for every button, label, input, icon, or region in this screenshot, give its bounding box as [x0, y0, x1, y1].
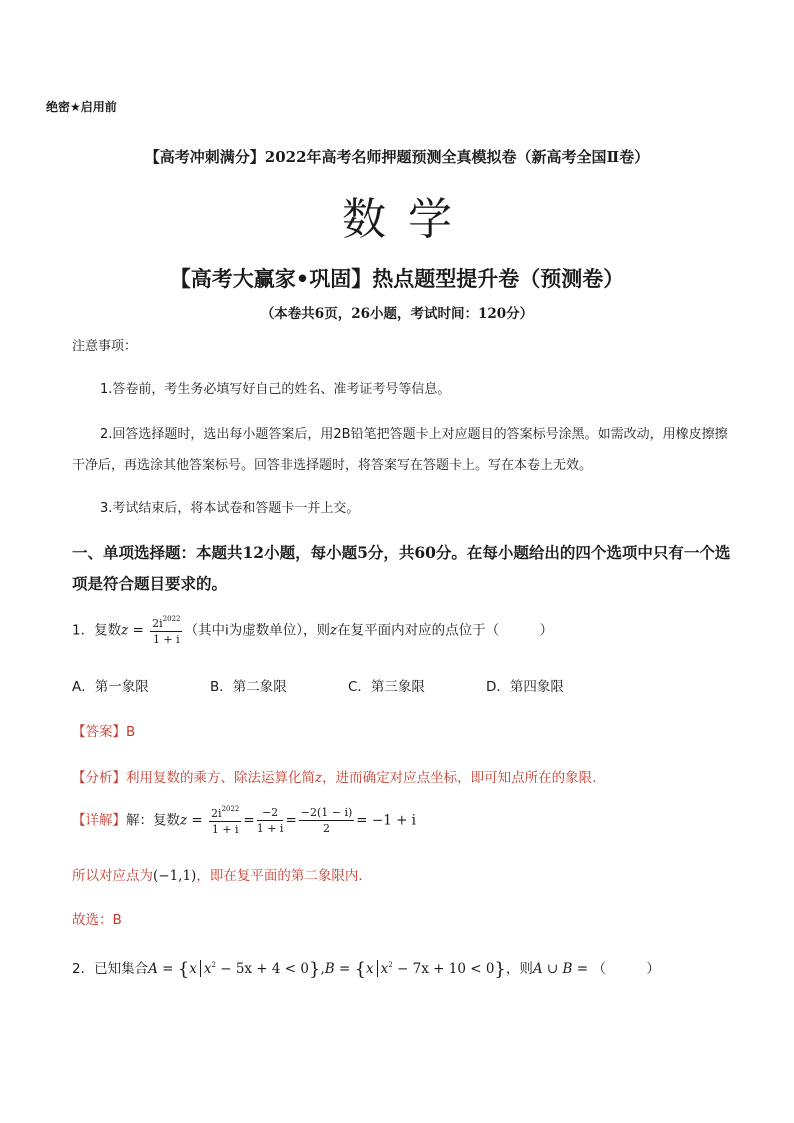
brace-close: }: [309, 959, 321, 980]
math-eq: =: [572, 961, 593, 977]
union-expr: A ∪ B: [532, 961, 573, 977]
question-number: 2．已知集合: [72, 961, 149, 977]
conclusion-text: 所以对应点为: [72, 868, 153, 884]
detail-text: 解：复数: [126, 812, 180, 829]
math-var: x: [380, 961, 389, 977]
math-eq: =: [187, 812, 208, 829]
detail-line: [72, 805, 416, 836]
brace-open: {: [354, 959, 367, 980]
set-bar: [377, 960, 378, 977]
frac-denominator: 1 + i: [256, 822, 284, 835]
answer-tag: 【答案】: [72, 724, 126, 740]
analysis-tag: 【分析】: [72, 770, 126, 786]
option-d: D．第四象限: [486, 679, 564, 695]
exponent: 2022: [221, 805, 240, 813]
frac-numerator: 2i: [152, 617, 163, 630]
option-c: C．第三象限: [348, 679, 425, 695]
detail-tag: 【详解】: [72, 812, 126, 829]
math-var: z: [121, 622, 129, 639]
set-b: B =: [324, 961, 355, 977]
math-var: x: [189, 961, 197, 977]
fraction: [299, 806, 355, 835]
subject-title: 数学: [342, 194, 474, 245]
math-eq: =: [285, 812, 297, 829]
frac-numerator: 2i: [211, 807, 222, 820]
conclusion-line: [72, 864, 363, 884]
frac-denominator: 1 + i: [211, 823, 239, 836]
notice-item-1: 1.答卷前，考生务必填写好自己的姓名、准考证考号等信息。: [100, 382, 451, 397]
question-1: [72, 615, 553, 646]
math-result: = −1 + i: [356, 812, 416, 829]
frac-denominator: 2: [323, 822, 331, 835]
math-eq: =: [243, 812, 255, 829]
question-text-end: 在复平面内对应的点位于（ ）: [337, 622, 554, 639]
notice-heading: 注意事项：: [72, 339, 138, 354]
option-b: B．第二象限: [210, 679, 287, 695]
fraction: [209, 805, 241, 836]
conclusion-text-2: ，即在复平面的第二象限内.: [196, 868, 363, 884]
math-var: x: [366, 961, 374, 977]
then-text: ，则: [505, 961, 533, 977]
notice-item-3: 3.考试结束后，将本试卷和答题卡一并上交。: [100, 501, 360, 516]
math-point: (−1,1): [153, 868, 197, 884]
question-number: 1．复数: [72, 622, 122, 639]
paper-info: （本卷共6页，26小题，考试时间：120分）: [260, 306, 534, 322]
frac-numerator: −2(1 − i): [300, 806, 353, 819]
question-2: [72, 957, 660, 980]
exponent: 2022: [162, 615, 181, 623]
confidential-mark: 绝密★启用前: [46, 100, 117, 114]
fraction: [150, 615, 182, 646]
options-row: [72, 675, 624, 695]
option-a: A．第一象限: [72, 679, 149, 695]
question-text: （其中i为虚数单位），则: [184, 622, 330, 639]
condition-a: − 5x + 4 < 0: [215, 961, 309, 977]
math-var: x: [203, 961, 212, 977]
fraction: [257, 806, 284, 835]
choice-line: 故选：B: [72, 912, 122, 928]
analysis-text-2: ，进而确定对应点坐标，即可知点所在的象限.: [322, 770, 597, 786]
notice-item-2: 2.回答选择题时，选出每小题答案后，用2B铅笔把答题卡上对应题目的答案标号涂黑。如需改动，用橡皮擦擦干净后，再选涂其他答案标号。回答非选择题时，将答案写在答题卡上。写在本卷上无效。: [72, 427, 728, 473]
set-bar: [200, 960, 201, 977]
set-a: A =: [148, 961, 178, 977]
exponent: 2: [388, 961, 393, 969]
math-var: z: [330, 622, 338, 639]
analysis-line: [72, 766, 596, 786]
comma: ,: [320, 961, 325, 977]
condition-b: − 7x + 10 < 0: [392, 961, 495, 977]
brace-open: {: [177, 959, 190, 980]
frac-denominator: 1 + i: [152, 633, 180, 646]
math-var: z: [315, 770, 323, 786]
paper-subtitle: 【高考大赢家•巩固】热点题型提升卷（预测卷）: [169, 267, 625, 291]
math-var: z: [180, 812, 188, 829]
answer-line: [72, 720, 135, 740]
brace-close: }: [494, 959, 506, 980]
section-header: 一、单项选择题：本题共12小题，每小题5分，共60分。在每小题给出的四个选项中只有一个选项是符合题目要求的。: [72, 543, 731, 593]
exponent: 2: [211, 961, 216, 969]
exam-title: 【高考冲刺满分】2022年高考名师押题预测全真模拟卷（新高考全国Ⅱ卷）: [144, 148, 650, 166]
analysis-text: 利用复数的乘方、除法运算化简: [126, 770, 315, 786]
math-eq: =: [128, 622, 149, 639]
frac-numerator: −2: [257, 806, 284, 821]
answer-paren: （ ）: [592, 961, 660, 977]
answer-value: B: [126, 724, 136, 740]
